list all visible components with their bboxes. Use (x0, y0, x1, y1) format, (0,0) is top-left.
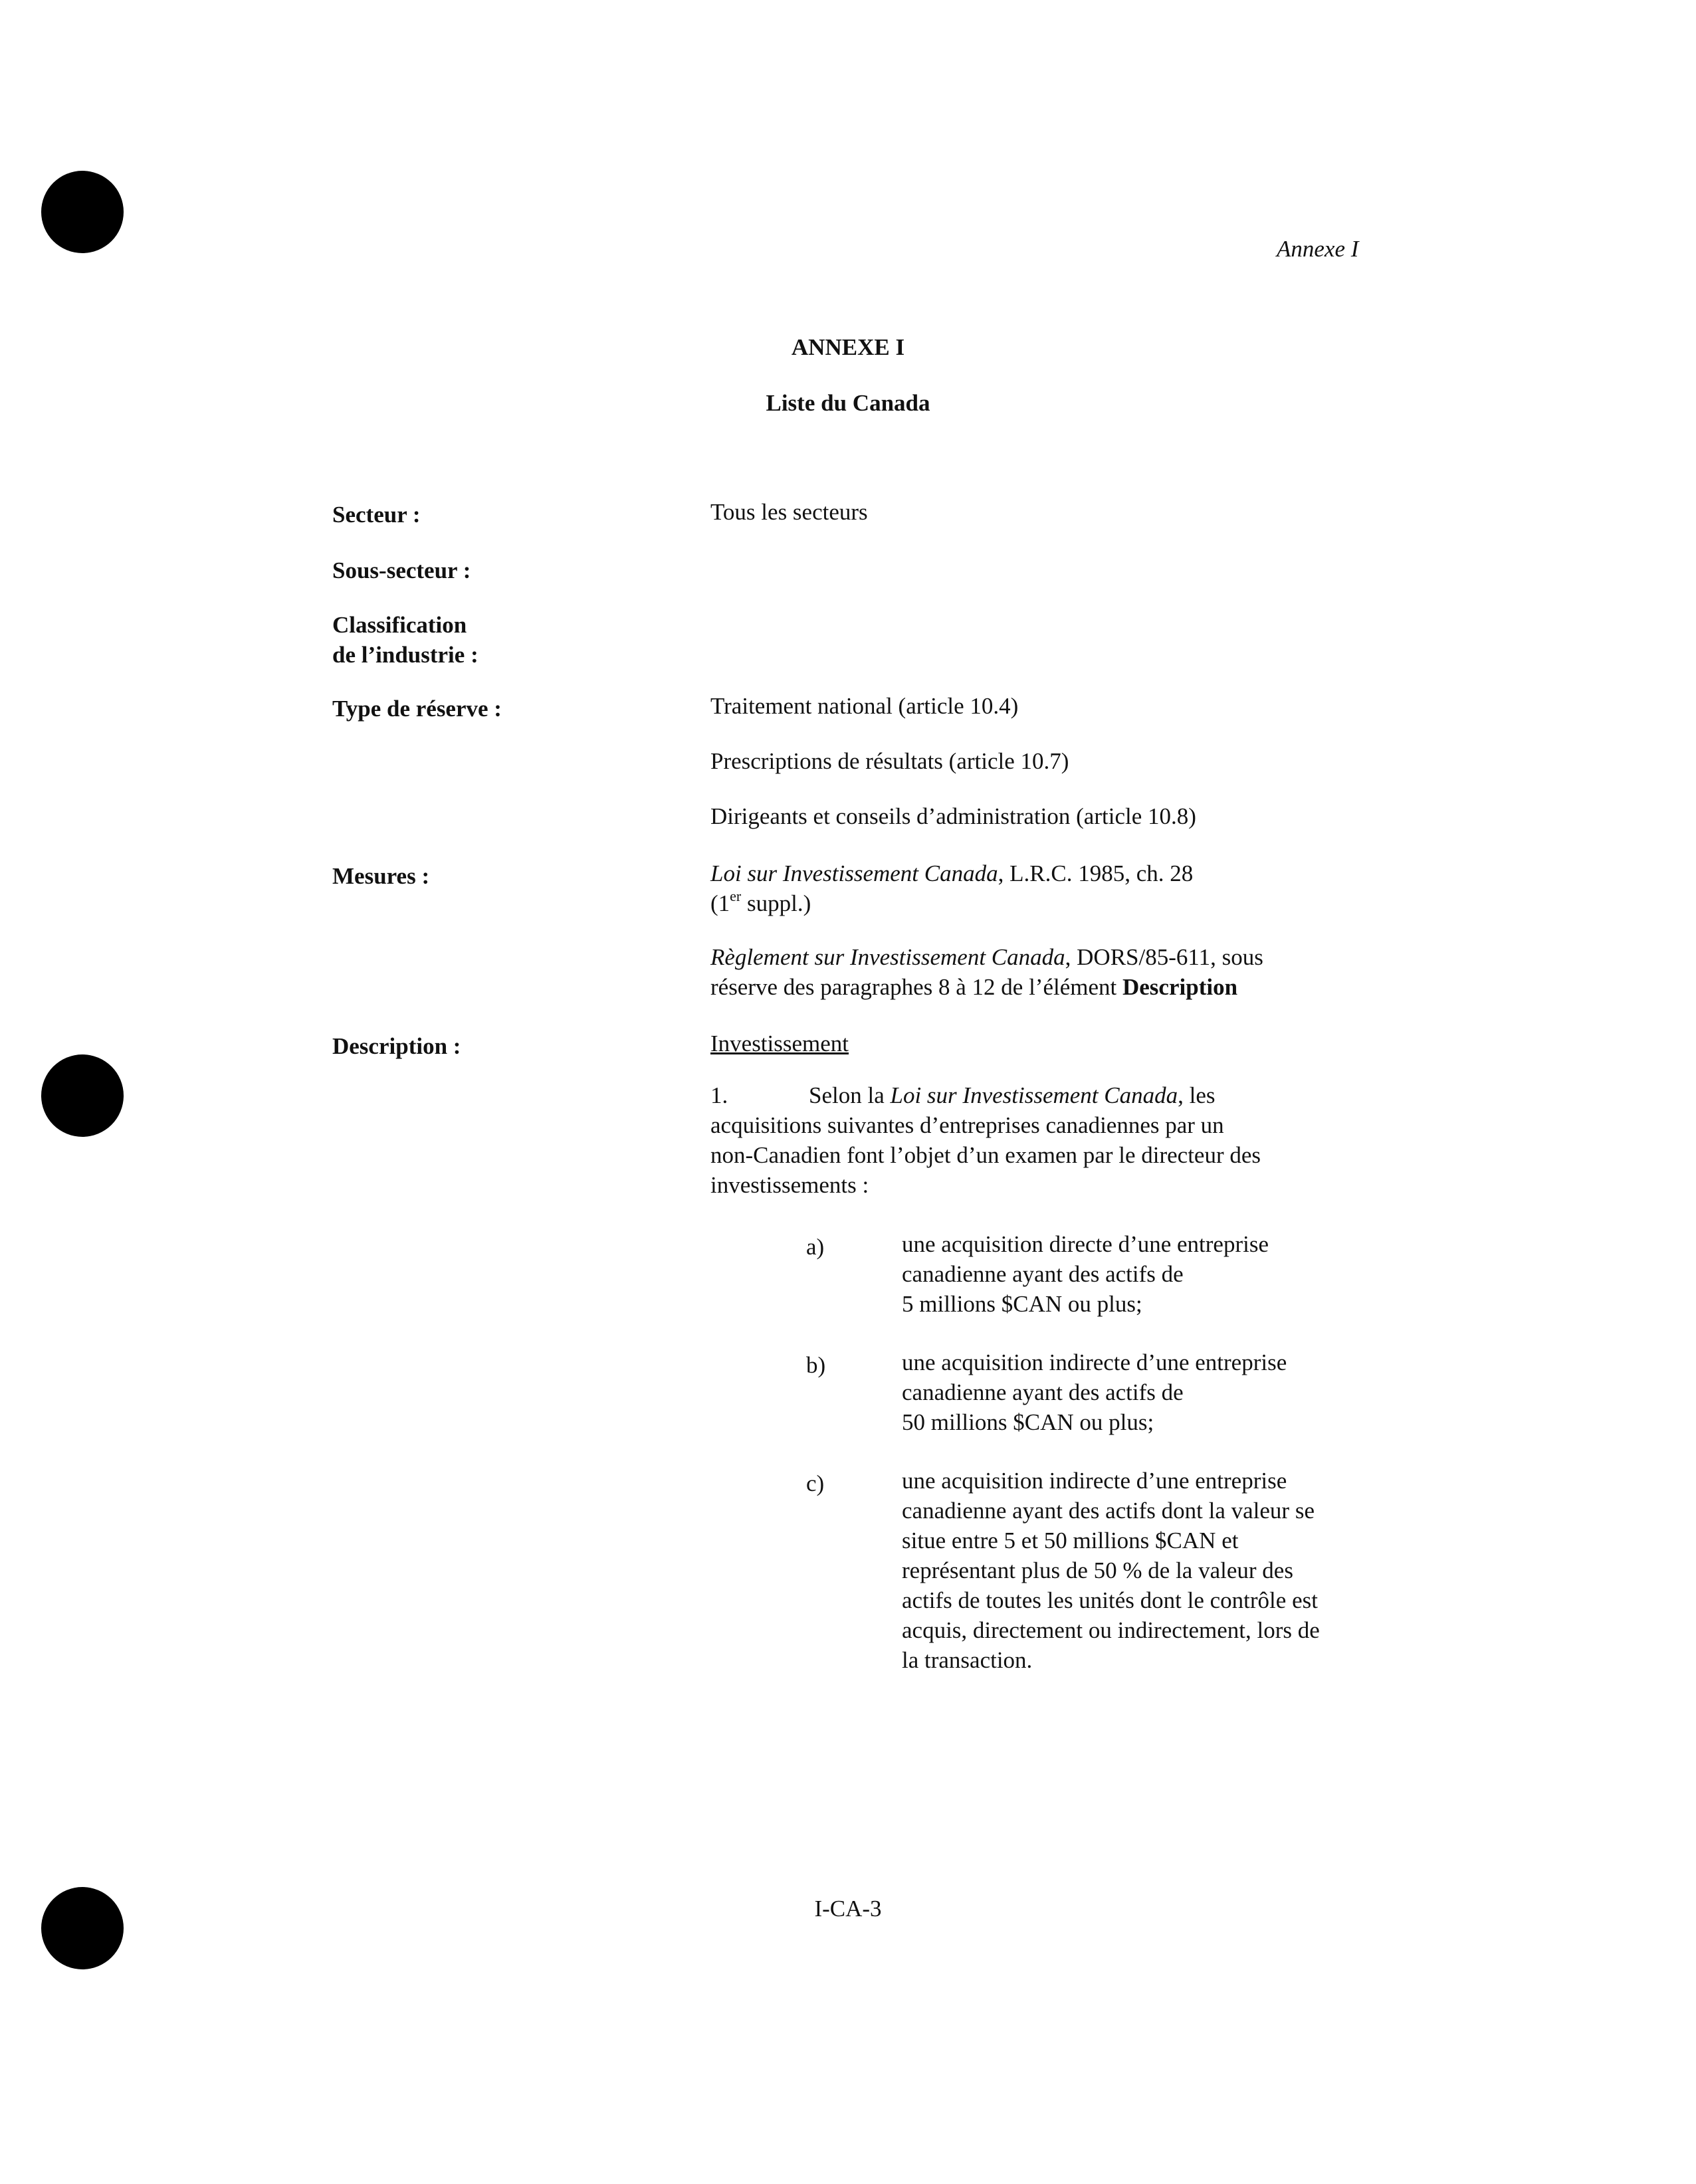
item-c-line: acquis, directement ou indirectement, lors de (902, 1617, 1320, 1643)
secteur-value: Tous les secteurs (710, 499, 868, 525)
description-paragraph-1 (710, 1080, 1382, 1200)
item-a-line: une acquisition directe d’une entreprise (902, 1231, 1269, 1257)
item-a-letter: a) (806, 1234, 825, 1260)
sous-secteur-label: Sous-secteur : (332, 557, 471, 583)
paragraph-1-pre: Selon la (809, 1082, 891, 1108)
classification-label-line1: Classification (332, 612, 467, 638)
description-label: Description : (332, 1033, 461, 1059)
item-c-letter: c) (806, 1470, 825, 1496)
document-title: ANNEXE I (791, 334, 905, 360)
paragraph-1-law-title: Loi sur Investissement Canada (890, 1082, 1178, 1108)
mesure-1-supplement-sup: er (730, 888, 742, 905)
paragraph-1-line2: acquisitions suivantes d’entreprises canadiennes par un (710, 1112, 1224, 1138)
item-b-letter: b) (806, 1352, 826, 1378)
mesure-1-citation: , L.R.C. 1985, ch. 28 (998, 860, 1194, 886)
mesure-1-line2 (710, 888, 1382, 918)
item-c-line: représentant plus de 50 % de la valeur des (902, 1557, 1293, 1583)
document-subtitle: Liste du Canada (766, 390, 930, 416)
item-c-line: situe entre 5 et 50 millions $CAN et (902, 1528, 1239, 1553)
type-reserve-value-2: Prescriptions de résultats (article 10.7) (710, 748, 1069, 774)
mesure-2-line2 (710, 972, 1382, 1002)
mesure-2-line1 (710, 942, 1382, 972)
description-heading: Investissement (710, 1031, 849, 1056)
item-b-line: une acquisition indirecte d’une entreprise (902, 1349, 1287, 1375)
paragraph-1-line4: investissements : (710, 1172, 869, 1198)
paragraph-1-line3: non-Canadien font l’objet d’un examen par le directeur des (710, 1142, 1261, 1168)
type-reserve-value-1: Traitement national (article 10.4) (710, 693, 1019, 719)
mesure-2 (710, 942, 1382, 1002)
secteur-label: Secteur : (332, 502, 421, 528)
paragraph-1-line1 (710, 1080, 1382, 1110)
classification-label (332, 610, 478, 670)
mesure-1-supplement-pre: (1 (710, 890, 730, 916)
item-c-line: une acquisition indirecte d’une entreprise (902, 1468, 1287, 1494)
item-a-line: 5 millions $CAN ou plus; (902, 1291, 1142, 1317)
punch-hole-top (41, 171, 124, 253)
item-b-text (902, 1347, 1407, 1437)
mesure-2-citation: , DORS/85-611, sous (1065, 944, 1263, 970)
mesure-2-description-ref: Description (1122, 974, 1238, 1000)
item-b-line: canadienne ayant des actifs de (902, 1379, 1184, 1405)
paragraph-1-number: 1. (710, 1082, 728, 1108)
mesures-label: Mesures : (332, 863, 430, 889)
item-c-line: actifs de toutes les unités dont le contrôle est (902, 1587, 1318, 1613)
punch-hole-middle (41, 1054, 124, 1137)
mesure-1-supplement-post: suppl.) (741, 890, 811, 916)
item-a-text (902, 1229, 1407, 1319)
type-reserve-label: Type de réserve : (332, 696, 502, 722)
item-c-line: canadienne ayant des actifs dont la valeur se (902, 1498, 1315, 1524)
type-reserve-value-3: Dirigeants et conseils d’administration (article 10.8) (710, 803, 1196, 829)
mesure-2-regulation-title: Règlement sur Investissement Canada (710, 944, 1065, 970)
paragraph-1-post: , les (1178, 1082, 1216, 1108)
classification-label-line2: de l’industrie : (332, 642, 478, 668)
annex-header-label: Annexe I (1277, 236, 1359, 262)
mesure-1-line1 (710, 858, 1382, 888)
mesure-1-law-title: Loi sur Investissement Canada (710, 860, 998, 886)
item-c-text (902, 1466, 1407, 1675)
page-number: I-CA-3 (814, 1896, 882, 1922)
item-a-line: canadienne ayant des actifs de (902, 1261, 1184, 1287)
item-b-line: 50 millions $CAN ou plus; (902, 1409, 1154, 1435)
item-c-line: la transaction. (902, 1647, 1033, 1673)
mesure-2-reserve-text: réserve des paragraphes 8 à 12 de l’élément (710, 974, 1122, 1000)
mesure-1 (710, 858, 1382, 918)
